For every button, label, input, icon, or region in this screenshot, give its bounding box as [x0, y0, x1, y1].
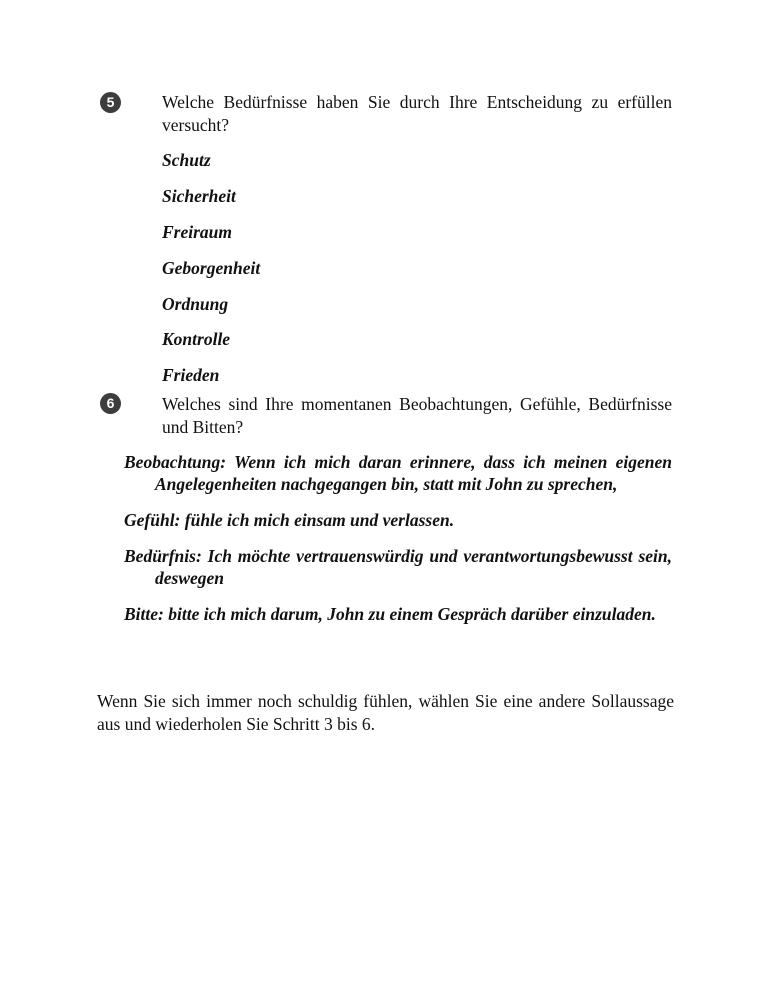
need-item: Freiraum	[162, 221, 233, 242]
answer-observation: Beobachtung: Wenn ich mich daran erinnere, dass ich meinen eigenen Angelegenheiten nachgegangen bin, statt mit John zu sprechen,	[124, 452, 672, 494]
step-6-question: Welches sind Ihre momentanen Beobachtungen, Gefühle, Bedürfnisse und Bitten?	[162, 394, 672, 437]
step-5-number-icon: 5	[100, 92, 121, 113]
step-5-question: Welche Bedürfnisse haben Sie durch Ihre Entscheidung zu erfüllen versucht?	[162, 92, 672, 135]
need-item: Ordnung	[162, 293, 229, 314]
need-item: Frieden	[162, 365, 220, 386]
answer-request: Bitte: bitte ich mich darum, John zu einem Gespräch darüber einzuladen.	[124, 604, 656, 624]
answer-need: Bedürfnis: Ich möchte vertrauenswürdig und verantwortungsbewusst sein, deswegen	[124, 546, 672, 588]
need-item: Geborgenheit	[162, 257, 261, 278]
answer-feeling: Gefühl: fühle ich mich einsam und verlassen.	[124, 510, 455, 530]
need-item: Kontrolle	[162, 329, 231, 350]
step-6-answers	[124, 451, 672, 639]
need-item: Schutz	[162, 150, 211, 170]
needs-list	[162, 149, 260, 400]
step-6-number-icon: 6	[100, 393, 121, 414]
need-item: Sicherheit	[162, 185, 236, 206]
closing-paragraph: Wenn Sie sich immer noch schuldig fühlen, wählen Sie eine andere Sollaussage aus und wiederholen Sie Schritt 3 bis 6.	[97, 691, 674, 734]
